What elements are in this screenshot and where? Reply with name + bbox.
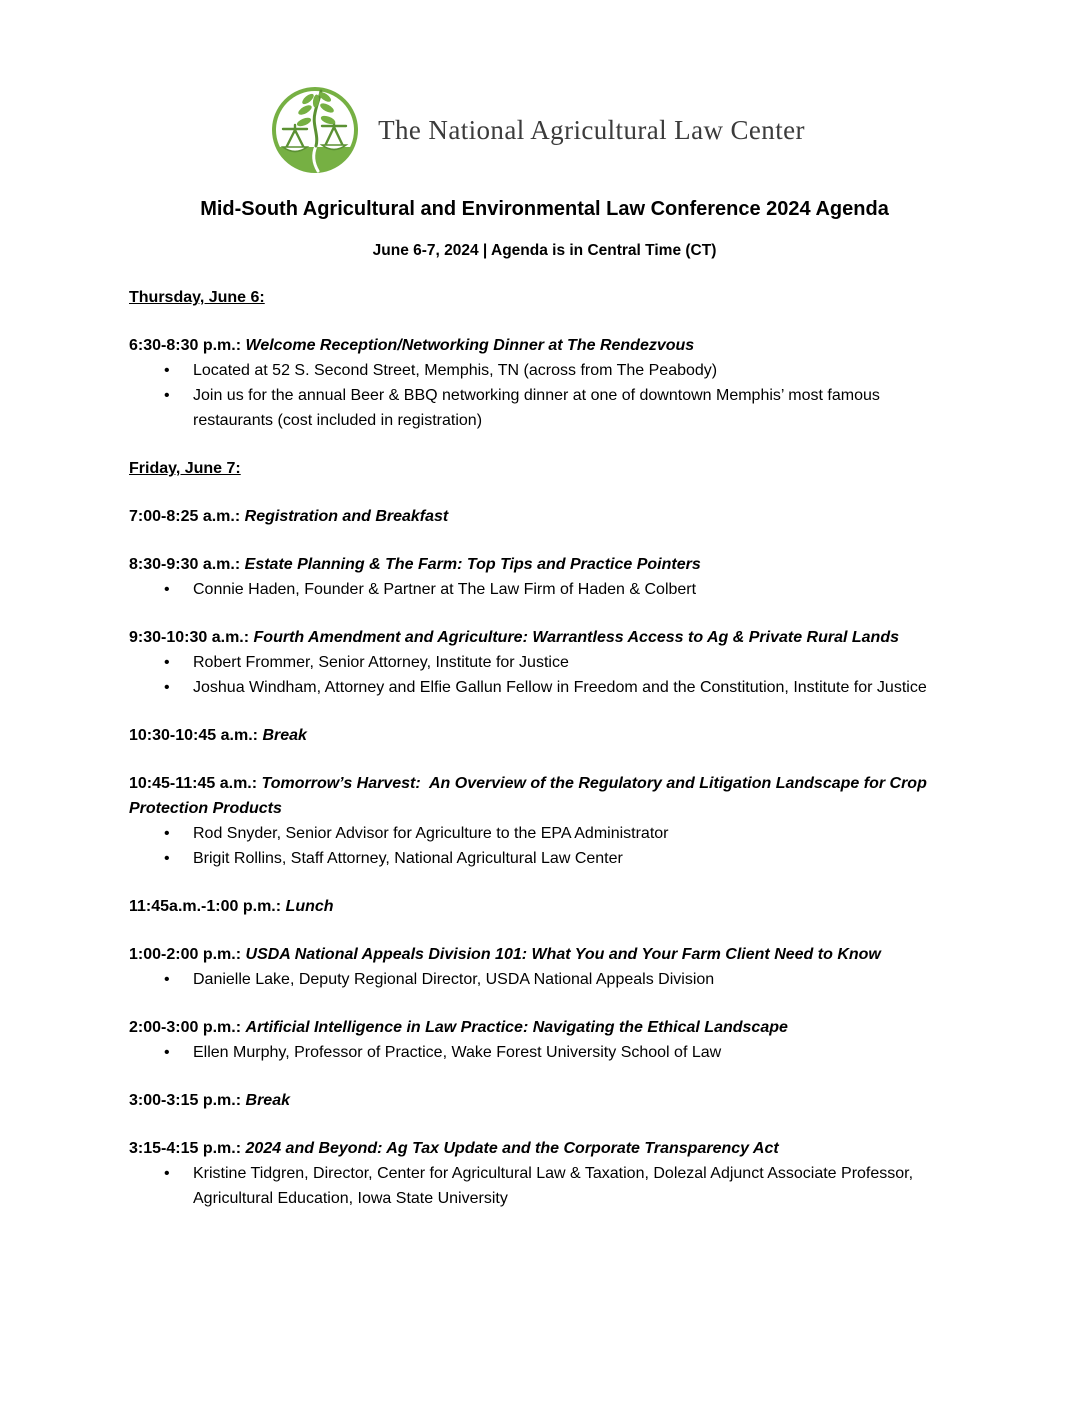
- session-line: [129, 894, 960, 919]
- session-time: 2:00-3:00 p.m.:: [129, 1019, 242, 1036]
- session-bullets: [129, 967, 960, 992]
- session-time: 8:30-9:30 a.m.:: [129, 556, 241, 573]
- session-time: 3:15-4:15 p.m.:: [129, 1140, 242, 1157]
- session-title: Fourth Amendment and Agriculture: Warrantless Access to Ag & Private Rural Lands: [253, 629, 899, 646]
- bullet-item: • Join us for the annual Beer & BBQ networking dinner at one of downtown Memphis’ most famous restaurants (cost included in registration): [193, 383, 960, 433]
- session-time: 10:30-10:45 a.m.:: [129, 727, 258, 744]
- session-bullets: [129, 358, 960, 433]
- session: [129, 1015, 960, 1065]
- session-line: [129, 723, 960, 748]
- session-title: Registration and Breakfast: [244, 508, 449, 525]
- session: [129, 552, 960, 602]
- session-bullets: [129, 650, 960, 700]
- session-time: 10:45-11:45 a.m.:: [129, 775, 258, 792]
- bullet-item: • Kristine Tidgren, Director, Center for Agricultural Law & Taxation, Dolezal Adjunct Associate Professor, Agricultural Education, Iowa State University: [193, 1161, 960, 1211]
- scales-of-justice-right-icon: [322, 122, 346, 150]
- session-line: [129, 771, 960, 821]
- session-line: [129, 1015, 960, 1040]
- day-sessions: [129, 504, 960, 1211]
- session-line: [129, 942, 960, 967]
- session-bullets: [129, 821, 960, 871]
- session-time: 1:00-2:00 p.m.:: [129, 946, 242, 963]
- logo: [115, 85, 960, 175]
- session-time: 3:00-3:15 p.m.:: [129, 1092, 242, 1109]
- bullet-item: • Connie Haden, Founder & Partner at The Law Firm of Haden & Colbert: [193, 577, 960, 602]
- page-subtitle: June 6-7, 2024 | Agenda is in Central Time (CT): [372, 242, 717, 259]
- bullet-item: • Brigit Rollins, Staff Attorney, National Agricultural Law Center: [193, 846, 960, 871]
- session-title: Estate Planning & The Farm: Top Tips and Practice Pointers: [244, 556, 701, 573]
- session: [129, 771, 960, 871]
- scales-of-justice-left-icon: [283, 125, 307, 152]
- session-line: [129, 333, 960, 358]
- session-title: USDA National Appeals Division 101: What You and Your Farm Client Need to Know: [245, 946, 881, 963]
- session-line: [129, 1088, 960, 1113]
- session-bullets: [129, 1040, 960, 1065]
- session-line: [129, 625, 960, 650]
- agenda-body: [129, 285, 960, 1211]
- bullet-item: • Robert Frommer, Senior Attorney, Institute for Justice: [193, 650, 960, 675]
- session-bullets: [129, 577, 960, 602]
- session-title: Break: [262, 727, 307, 744]
- day-section: [129, 285, 960, 433]
- session-time: 11:45a.m.-1:00 p.m.:: [129, 898, 282, 915]
- day-heading: Thursday, June 6:: [129, 289, 265, 306]
- session-time: 9:30-10:30 a.m.:: [129, 629, 250, 646]
- session: [129, 333, 960, 433]
- session-title: 2024 and Beyond: Ag Tax Update and the Corporate Transparency Act: [245, 1140, 779, 1157]
- session-line: [129, 1136, 960, 1161]
- session: [129, 1136, 960, 1211]
- logo-text: The National Agricultural Law Center: [378, 114, 805, 145]
- session: [129, 1088, 960, 1113]
- session: [129, 894, 960, 919]
- day-section: [129, 456, 960, 1211]
- bullet-item: • Rod Snyder, Senior Advisor for Agriculture to the EPA Administrator: [193, 821, 960, 846]
- page-title: Mid-South Agricultural and Environmental Law Conference 2024 Agenda: [200, 198, 889, 220]
- session-title: Tomorrow’s Harvest: An Overview of the Regulatory and Litigation Landscape for Crop Protection Products: [129, 775, 932, 817]
- session-title: Welcome Reception/Networking Dinner at The Rendezvous: [245, 337, 695, 354]
- session-title: Artificial Intelligence in Law Practice: Navigating the Ethical Landscape: [245, 1019, 788, 1036]
- session-title: Break: [245, 1092, 290, 1109]
- session-line: [129, 552, 960, 577]
- day-heading: Friday, June 7:: [129, 460, 241, 477]
- session-time: 6:30-8:30 p.m.:: [129, 337, 242, 354]
- session: [129, 942, 960, 992]
- session: [129, 504, 960, 529]
- document-header: [129, 85, 960, 262]
- bullet-item: • Ellen Murphy, Professor of Practice, Wake Forest University School of Law: [193, 1040, 960, 1065]
- session: [129, 723, 960, 748]
- session-bullets: [129, 1161, 960, 1211]
- bullet-item: • Located at 52 S. Second Street, Memphis, TN (across from The Peabody): [193, 358, 960, 383]
- bullet-item: • Joshua Windham, Attorney and Elfie Gallun Fellow in Freedom and the Constitution, Institute for Justice: [193, 675, 960, 700]
- session: [129, 625, 960, 700]
- day-sessions: [129, 333, 960, 433]
- session-time: 7:00-8:25 a.m.:: [129, 508, 241, 525]
- session-line: [129, 504, 960, 529]
- session-title: Lunch: [285, 898, 334, 915]
- nalc-logo-icon: [270, 85, 360, 175]
- bullet-item: • Danielle Lake, Deputy Regional Director, USDA National Appeals Division: [193, 967, 960, 992]
